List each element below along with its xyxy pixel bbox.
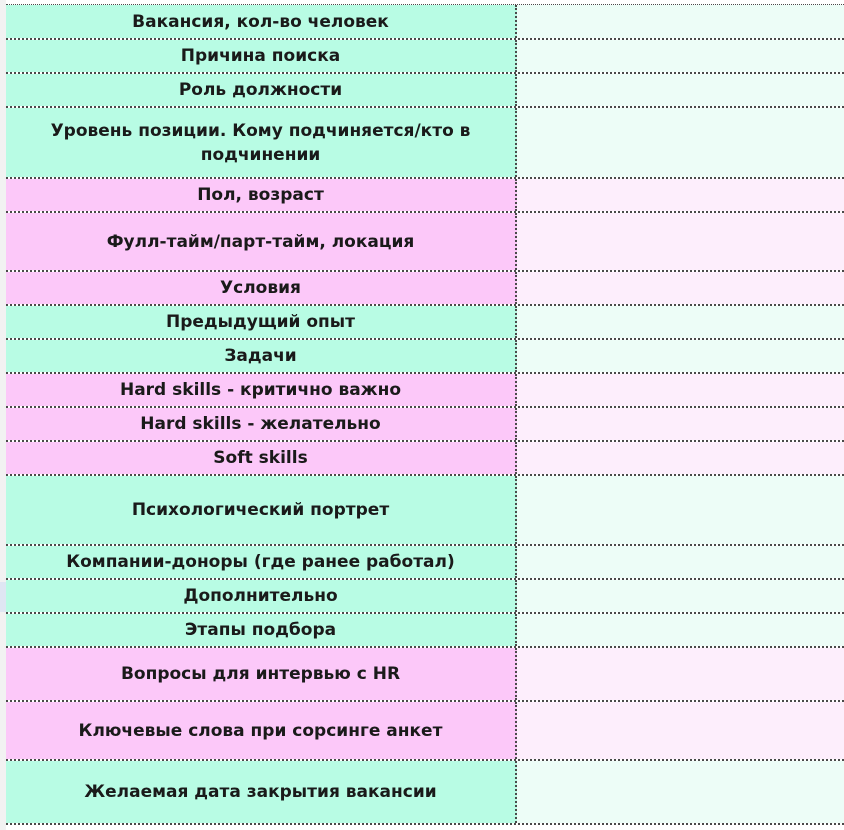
row-label-cell[interactable]: Роль должности xyxy=(6,74,517,106)
table-row xyxy=(6,614,844,648)
row-value-cell[interactable] xyxy=(517,702,844,759)
row-label-cell[interactable]: Уровень позиции. Кому подчиняется/кто в подчинении xyxy=(6,108,517,177)
row-value-cell[interactable] xyxy=(517,546,844,578)
row-label-cell[interactable]: Этапы подбора xyxy=(6,614,517,646)
table-row xyxy=(6,340,844,374)
row-label-cell[interactable]: Задачи xyxy=(6,340,517,372)
table-row xyxy=(6,761,844,825)
table-row xyxy=(6,408,844,442)
row-label-cell[interactable]: Вакансия, кол-во человек xyxy=(6,5,517,38)
row-value-cell[interactable] xyxy=(517,5,844,38)
table-row xyxy=(6,702,844,761)
row-value-cell[interactable] xyxy=(517,74,844,106)
row-label-cell[interactable]: Фулл-тайм/парт-тайм, локация xyxy=(6,213,517,270)
row-label-cell[interactable]: Условия xyxy=(6,272,517,304)
row-label-cell[interactable]: Hard skills - критично важно xyxy=(6,374,517,406)
row-value-cell[interactable] xyxy=(517,340,844,372)
row-value-cell[interactable] xyxy=(517,40,844,72)
row-value-cell[interactable] xyxy=(517,476,844,544)
row-value-cell[interactable] xyxy=(517,580,844,612)
row-value-cell[interactable] xyxy=(517,306,844,338)
table-row xyxy=(6,213,844,272)
table-row xyxy=(6,4,844,40)
row-label-cell[interactable]: Soft skills xyxy=(6,442,517,474)
row-value-cell[interactable] xyxy=(517,272,844,304)
row-label-cell[interactable]: Ключевые слова при сорсинге анкет xyxy=(6,702,517,759)
table-row xyxy=(6,306,844,340)
table-row xyxy=(6,40,844,74)
row-value-cell[interactable] xyxy=(517,179,844,211)
row-value-cell[interactable] xyxy=(517,374,844,406)
row-value-cell[interactable] xyxy=(517,108,844,177)
row-value-cell[interactable] xyxy=(517,213,844,270)
table-row xyxy=(6,546,844,580)
table-row xyxy=(6,179,844,213)
table-row xyxy=(6,74,844,108)
row-label-cell[interactable]: Причина поиска xyxy=(6,40,517,72)
table-row xyxy=(6,442,844,476)
row-value-cell[interactable] xyxy=(517,761,844,823)
row-value-cell[interactable] xyxy=(517,648,844,700)
row-value-cell[interactable] xyxy=(517,408,844,440)
row-label-cell[interactable]: Вопросы для интервью с HR xyxy=(6,648,517,700)
row-label-cell[interactable]: Дополнительно xyxy=(6,580,517,612)
row-value-cell[interactable] xyxy=(517,614,844,646)
row-label-cell[interactable]: Желаемая дата закрытия вакансии xyxy=(6,761,517,823)
table-row xyxy=(6,476,844,546)
table-row xyxy=(6,272,844,306)
row-label-cell[interactable]: Предыдущий опыт xyxy=(6,306,517,338)
table-row xyxy=(6,648,844,702)
row-value-cell[interactable] xyxy=(517,442,844,474)
row-label-cell[interactable]: Компании-доноры (где ранее работал) xyxy=(6,546,517,578)
row-label-cell[interactable]: Психологический портрет xyxy=(6,476,517,544)
row-label-cell[interactable]: Hard skills - желательно xyxy=(6,408,517,440)
table-row xyxy=(6,108,844,179)
row-label-cell[interactable]: Пол, возраст xyxy=(6,179,517,211)
table-row xyxy=(6,580,844,614)
table-row xyxy=(6,374,844,408)
